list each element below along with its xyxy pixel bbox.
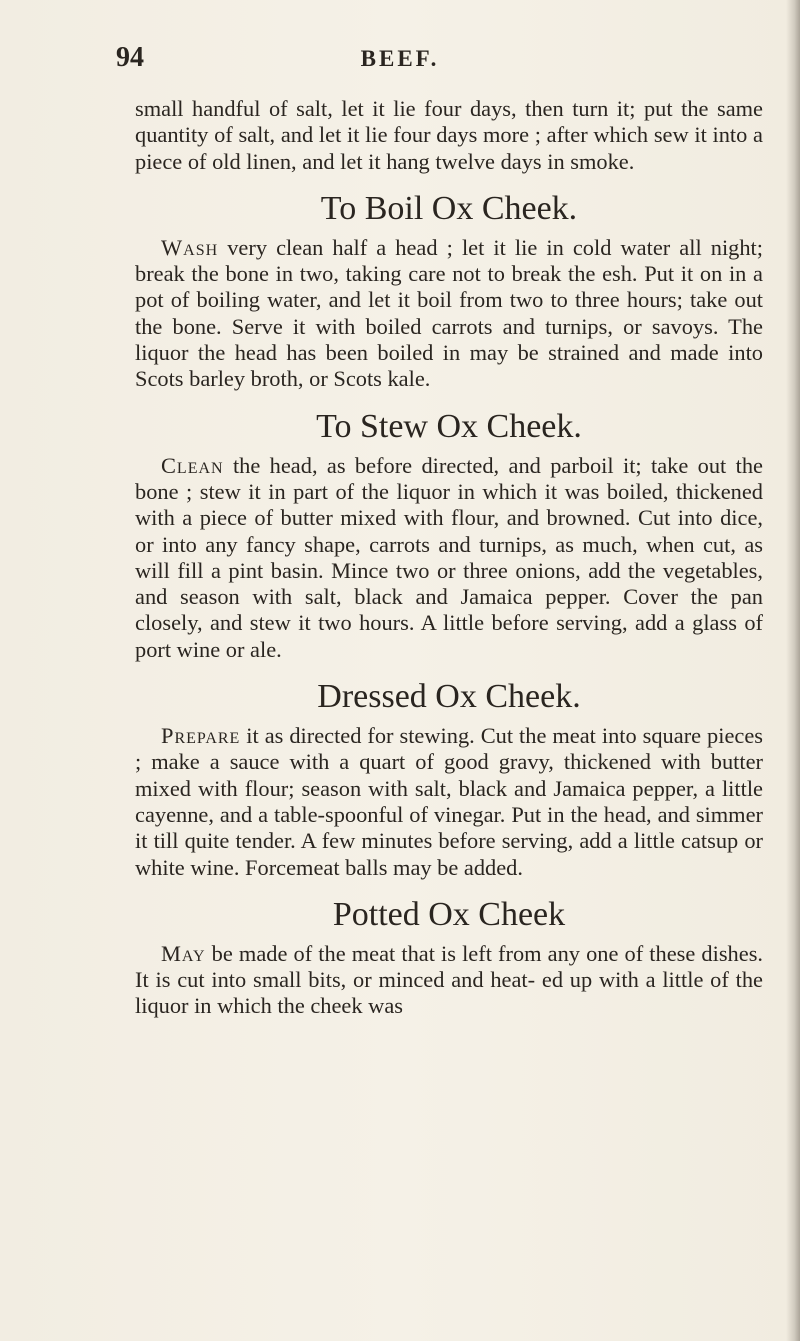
recipe-title-boil: To Boil Ox Cheek. (320, 189, 578, 227)
recipe-body: it as directed for stewing. Cut the meat into square pieces ; make a sauce with a quart of good gravy, thickened with butter mixed with flour; season with salt, black and Jamaica pepper, a little cayenne, and a table-spoonful of vinegar. Put in the head, and simmer it till quite tender. A few minutes before serving, add a little catsup or white wine. Forcemeat balls may be added. (135, 723, 763, 880)
page-number: 94 (116, 42, 144, 73)
recipe-lead-word: Prepare (161, 723, 241, 749)
running-head: BEEF. (360, 46, 440, 71)
recipe-text-potted (135, 941, 763, 1020)
recipe-text-stew (135, 453, 763, 663)
recipe-body: the head, as before directed, and parboil it; take out the bone ; stew it in part of the liquor in which it was boiled, thickened with a piece of butter mixed with flour, and browned. Cut into dice, or into any fancy shape, carrots and turnips, as much, when cut, as will fill a pint basin. Mince two or three onions, add the vegetables, and season with salt, black and Jamaica pepper. Cover the pan closely, and stew it two hours. A little before serving, add a glass of port wine or ale. (135, 452, 763, 662)
recipe-text-dressed (135, 723, 763, 881)
recipe-lead-word: May (161, 940, 206, 966)
page-header (0, 42, 800, 82)
recipe-body: very clean half a head ; let it lie in cold water all night; break the bone in two, taking care not to break the esh. Put it on in a pot of boiling water, and let it boil from two to three hours; take out the bone. Serve it with boiled carrots and turnips, or savoys. The liquor the head has been boiled in may be strained and made into Scots barley broth, or Scots kale. (135, 234, 763, 392)
recipe-title-potted: Potted Ox Cheek (332, 895, 566, 933)
recipe-lead-word: Wash (161, 234, 219, 260)
recipe-lead-word: Clean (161, 452, 224, 478)
page-body (135, 96, 763, 1020)
recipe-title-stew: To Stew Ox Cheek. (316, 407, 582, 445)
page-edge-shadow (786, 0, 800, 1341)
recipe-title-dressed: Dressed Ox Cheek. (317, 678, 581, 716)
recipe-text-boil (135, 235, 763, 393)
intro-paragraph: small handful of salt, let it lie four days, then turn it; put the same quantity of salt, and let it lie four days more ; after which sew it into a piece of old linen, and let it hang twelve days in smoke. (135, 96, 763, 174)
recipe-body: be made of the meat that is left from any one of these dishes. It is cut into small bits, or minced and heat- ed up with a little of the liquor in which the cheek was (135, 940, 763, 1019)
